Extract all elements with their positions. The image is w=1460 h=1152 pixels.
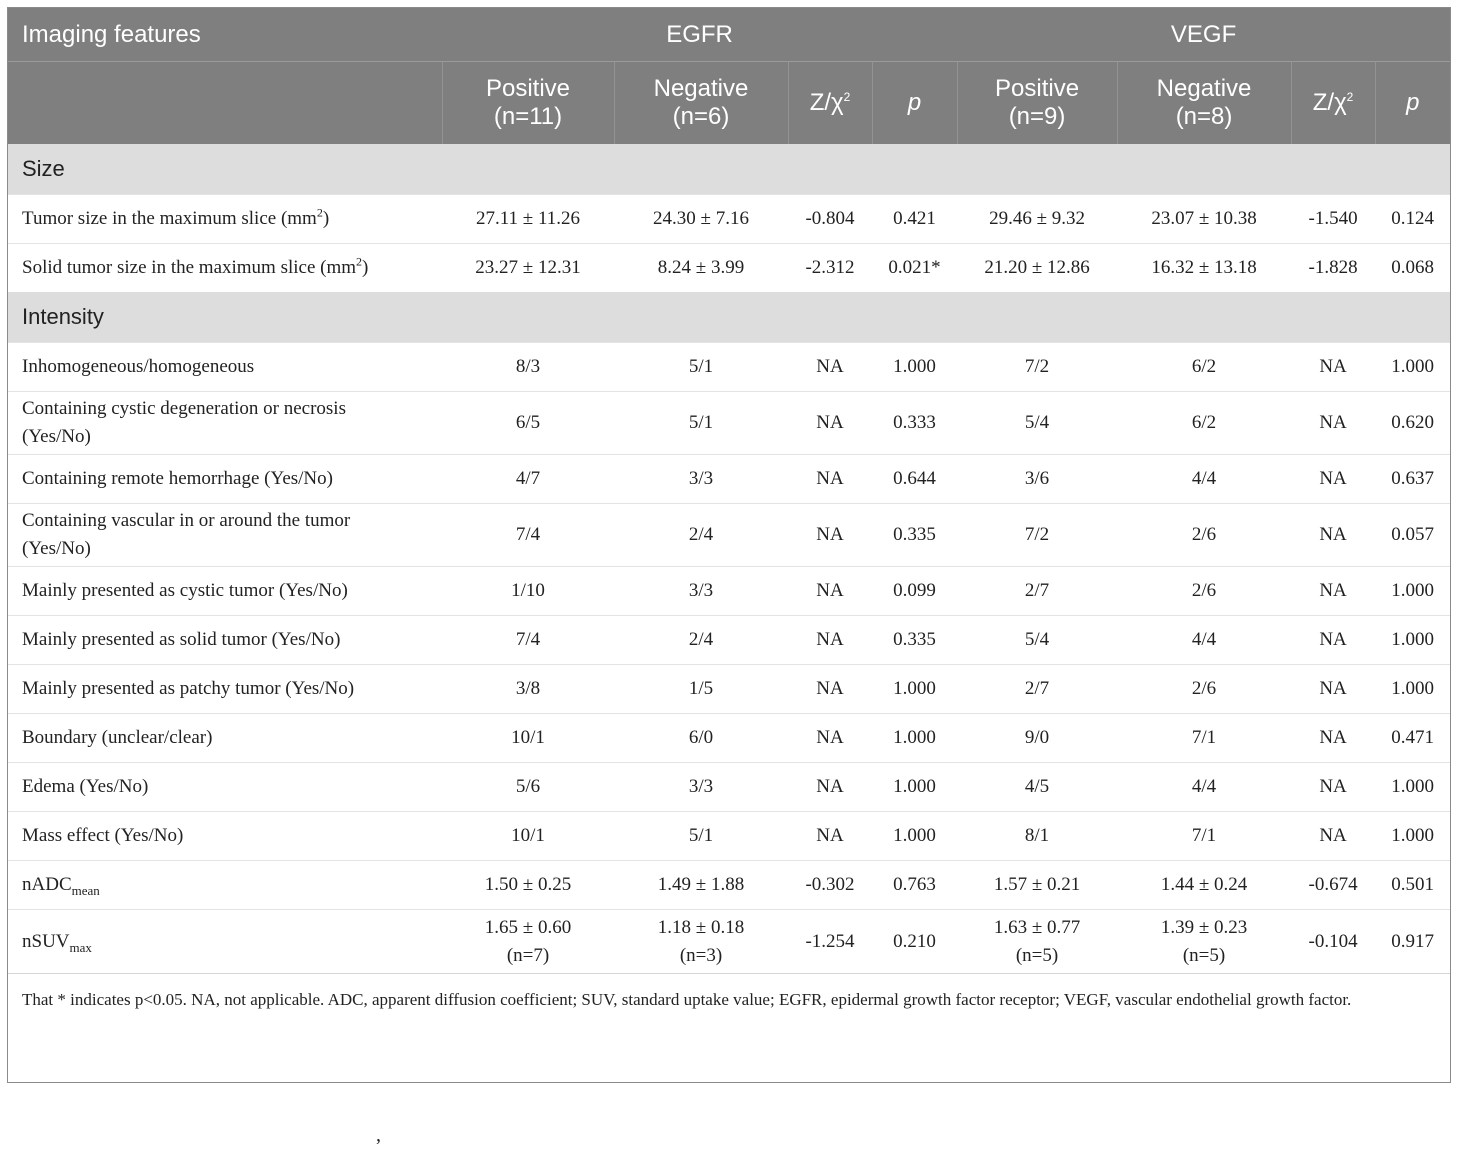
row-value: 8/1 <box>957 812 1117 861</box>
row-value: 2/6 <box>1117 665 1291 714</box>
header-row-groups <box>8 8 1450 62</box>
row-value: 24.30 ± 7.16 <box>614 195 788 244</box>
header-vegf-negative: Negative (n=8) <box>1117 62 1291 145</box>
header-vegf: VEGF <box>957 8 1450 62</box>
section-label: Intensity <box>8 292 1450 343</box>
row-label: Solid tumor size in the maximum slice $(mm^2)$ <box>8 244 442 293</box>
row-label: Inhomogeneous/homogeneous <box>8 343 442 392</box>
row-value: NA <box>1291 343 1375 392</box>
row-value: 4/5 <box>957 763 1117 812</box>
row-value: 7/4 <box>442 616 614 665</box>
row-value: 3/6 <box>957 455 1117 504</box>
row-value: 5/1 <box>614 392 788 455</box>
row-label: nADC$_{mean}$ <box>8 861 442 910</box>
table-row <box>8 567 1450 616</box>
row-value: NA <box>788 616 872 665</box>
row-value: 10/1 <box>442 812 614 861</box>
row-label: Mainly presented as solid tumor (Yes/No) <box>8 616 442 665</box>
row-value: -1.828 <box>1291 244 1375 293</box>
section-size <box>8 144 1450 195</box>
table-row <box>8 714 1450 763</box>
row-value: 2/7 <box>957 567 1117 616</box>
header-egfr-z-chi2: $Z/\chi^2$ <box>788 62 872 145</box>
row-value: -0.804 <box>788 195 872 244</box>
row-value: 29.46 ± 9.32 <box>957 195 1117 244</box>
row-value: 1.000 <box>1375 343 1450 392</box>
row-value: -1.254 <box>788 910 872 974</box>
row-label: nSUV$_{max}$ <box>8 910 442 974</box>
header-empty <box>8 62 442 145</box>
table-row <box>8 244 1450 293</box>
row-label: Containing vascular in or around the tumor (Yes/No) <box>8 504 442 567</box>
header-row-subgroups <box>8 62 1450 145</box>
row-label: Boundary (unclear/clear) <box>8 714 442 763</box>
header-egfr-negative: Negative (n=6) <box>614 62 788 145</box>
header-vegf-positive: Positive (n=9) <box>957 62 1117 145</box>
row-value: NA <box>1291 455 1375 504</box>
row-value: 4/4 <box>1117 616 1291 665</box>
row-value: 2/7 <box>957 665 1117 714</box>
section-intensity <box>8 292 1450 343</box>
table-row <box>8 455 1450 504</box>
table-footnote: That * indicates p<0.05. NA, not applicable. ADC, apparent diffusion coefficient; SUV, standard uptake value; EGFR, epidermal growth factor receptor; VEGF, vascular endothelial growth factor. <box>8 974 1450 1023</box>
header-vegf-p: p <box>1375 62 1450 145</box>
table-row <box>8 665 1450 714</box>
row-value: 3/3 <box>614 567 788 616</box>
row-value: 4/4 <box>1117 455 1291 504</box>
header-imaging-features: Imaging features <box>8 8 442 62</box>
row-value: 9/0 <box>957 714 1117 763</box>
row-value: 1.000 <box>872 763 957 812</box>
row-value: NA <box>1291 504 1375 567</box>
row-value: 0.068 <box>1375 244 1450 293</box>
row-value: 1.000 <box>872 665 957 714</box>
table-row <box>8 392 1450 455</box>
row-value: 0.501 <box>1375 861 1450 910</box>
row-value: 7/2 <box>957 504 1117 567</box>
row-value: 5/1 <box>614 812 788 861</box>
row-value: NA <box>788 343 872 392</box>
row-value: 0.335 <box>872 504 957 567</box>
row-value: 27.11 ± 11.26 <box>442 195 614 244</box>
table-row <box>8 504 1450 567</box>
footnote-row <box>8 974 1450 1023</box>
row-value: 0.124 <box>1375 195 1450 244</box>
row-value: 0.421 <box>872 195 957 244</box>
row-value: 0.210 <box>872 910 957 974</box>
row-value: 0.099 <box>872 567 957 616</box>
row-value: NA <box>788 714 872 763</box>
row-value: 1.000 <box>872 714 957 763</box>
row-value: 1.000 <box>872 812 957 861</box>
row-value: 4/7 <box>442 455 614 504</box>
row-value: -0.302 <box>788 861 872 910</box>
row-value: 6/5 <box>442 392 614 455</box>
header-egfr-positive: Positive (n=11) <box>442 62 614 145</box>
row-value: 6/2 <box>1117 392 1291 455</box>
header-egfr-p: p <box>872 62 957 145</box>
row-value: 21.20 ± 12.86 <box>957 244 1117 293</box>
row-label: Mass effect (Yes/No) <box>8 812 442 861</box>
row-value: 1.39 ± 0.23 (n=5) <box>1117 910 1291 974</box>
row-value: 0.620 <box>1375 392 1450 455</box>
row-value: 5/4 <box>957 616 1117 665</box>
row-value: 0.333 <box>872 392 957 455</box>
row-value: 5/4 <box>957 392 1117 455</box>
row-value: 3/3 <box>614 455 788 504</box>
row-value: 2/4 <box>614 504 788 567</box>
row-value: 23.27 ± 12.31 <box>442 244 614 293</box>
row-value: NA <box>1291 714 1375 763</box>
row-label: Edema (Yes/No) <box>8 763 442 812</box>
row-value: NA <box>1291 616 1375 665</box>
row-value: 0.763 <box>872 861 957 910</box>
table-frame <box>7 7 1451 1083</box>
row-value: 1.000 <box>1375 812 1450 861</box>
row-value: 0.021* <box>872 244 957 293</box>
row-value: 23.07 ± 10.38 <box>1117 195 1291 244</box>
row-value: 3/3 <box>614 763 788 812</box>
row-value: -0.104 <box>1291 910 1375 974</box>
row-label: Tumor size in the maximum slice $(mm^2)$ <box>8 195 442 244</box>
row-value: -1.540 <box>1291 195 1375 244</box>
row-value: 8.24 ± 3.99 <box>614 244 788 293</box>
table-row <box>8 763 1450 812</box>
row-value: 0.644 <box>872 455 957 504</box>
row-value: 1.63 ± 0.77 (n=5) <box>957 910 1117 974</box>
row-value: 7/2 <box>957 343 1117 392</box>
row-value: 1.000 <box>872 343 957 392</box>
table-row <box>8 195 1450 244</box>
row-value: 1/10 <box>442 567 614 616</box>
row-value: 1.000 <box>1375 665 1450 714</box>
table-row <box>8 343 1450 392</box>
row-value: NA <box>788 504 872 567</box>
table-row <box>8 910 1450 974</box>
row-value: 0.057 <box>1375 504 1450 567</box>
row-value: 1.57 ± 0.21 <box>957 861 1117 910</box>
row-value: NA <box>1291 392 1375 455</box>
row-value: NA <box>788 455 872 504</box>
row-label: Mainly presented as patchy tumor (Yes/No) <box>8 665 442 714</box>
row-value: 5/1 <box>614 343 788 392</box>
row-value: NA <box>788 812 872 861</box>
table-row <box>8 616 1450 665</box>
row-value: -0.674 <box>1291 861 1375 910</box>
header-vegf-z-chi2: $Z/\chi^2$ <box>1291 62 1375 145</box>
row-value: 2/6 <box>1117 567 1291 616</box>
section-label: Size <box>8 144 1450 195</box>
row-value: 4/4 <box>1117 763 1291 812</box>
row-value: 0.471 <box>1375 714 1450 763</box>
row-value: 7/1 <box>1117 714 1291 763</box>
row-value: 1.50 ± 0.25 <box>442 861 614 910</box>
row-value: 1.000 <box>1375 616 1450 665</box>
row-label: Containing cystic degeneration or necrosis (Yes/No) <box>8 392 442 455</box>
row-value: 10/1 <box>442 714 614 763</box>
row-value: 7/1 <box>1117 812 1291 861</box>
row-value: 7/4 <box>442 504 614 567</box>
row-value: 0.637 <box>1375 455 1450 504</box>
row-value: 1.18 ± 0.18 (n=3) <box>614 910 788 974</box>
row-value: NA <box>1291 665 1375 714</box>
row-value: -2.312 <box>788 244 872 293</box>
row-value: NA <box>1291 567 1375 616</box>
row-value: 8/3 <box>442 343 614 392</box>
table-row <box>8 812 1450 861</box>
row-value: NA <box>788 567 872 616</box>
row-value: 1.49 ± 1.88 <box>614 861 788 910</box>
row-label: Mainly presented as cystic tumor (Yes/No) <box>8 567 442 616</box>
row-value: NA <box>788 392 872 455</box>
row-value: 1.44 ± 0.24 <box>1117 861 1291 910</box>
row-value: NA <box>1291 763 1375 812</box>
header-egfr: EGFR <box>442 8 957 62</box>
row-value: 0.335 <box>872 616 957 665</box>
row-value: 1/5 <box>614 665 788 714</box>
row-label: Containing remote hemorrhage (Yes/No) <box>8 455 442 504</box>
row-value: 16.32 ± 13.18 <box>1117 244 1291 293</box>
row-value: 6/2 <box>1117 343 1291 392</box>
stray-mark: , <box>376 1124 381 1146</box>
row-value: 1.000 <box>1375 763 1450 812</box>
row-value: 3/8 <box>442 665 614 714</box>
imaging-features-table <box>8 8 1450 1022</box>
row-value: 5/6 <box>442 763 614 812</box>
table-row <box>8 861 1450 910</box>
row-value: 2/4 <box>614 616 788 665</box>
row-value: 2/6 <box>1117 504 1291 567</box>
row-value: 1.65 ± 0.60 (n=7) <box>442 910 614 974</box>
row-value: 0.917 <box>1375 910 1450 974</box>
row-value: 1.000 <box>1375 567 1450 616</box>
row-value: NA <box>788 665 872 714</box>
row-value: 6/0 <box>614 714 788 763</box>
row-value: NA <box>788 763 872 812</box>
row-value: NA <box>1291 812 1375 861</box>
